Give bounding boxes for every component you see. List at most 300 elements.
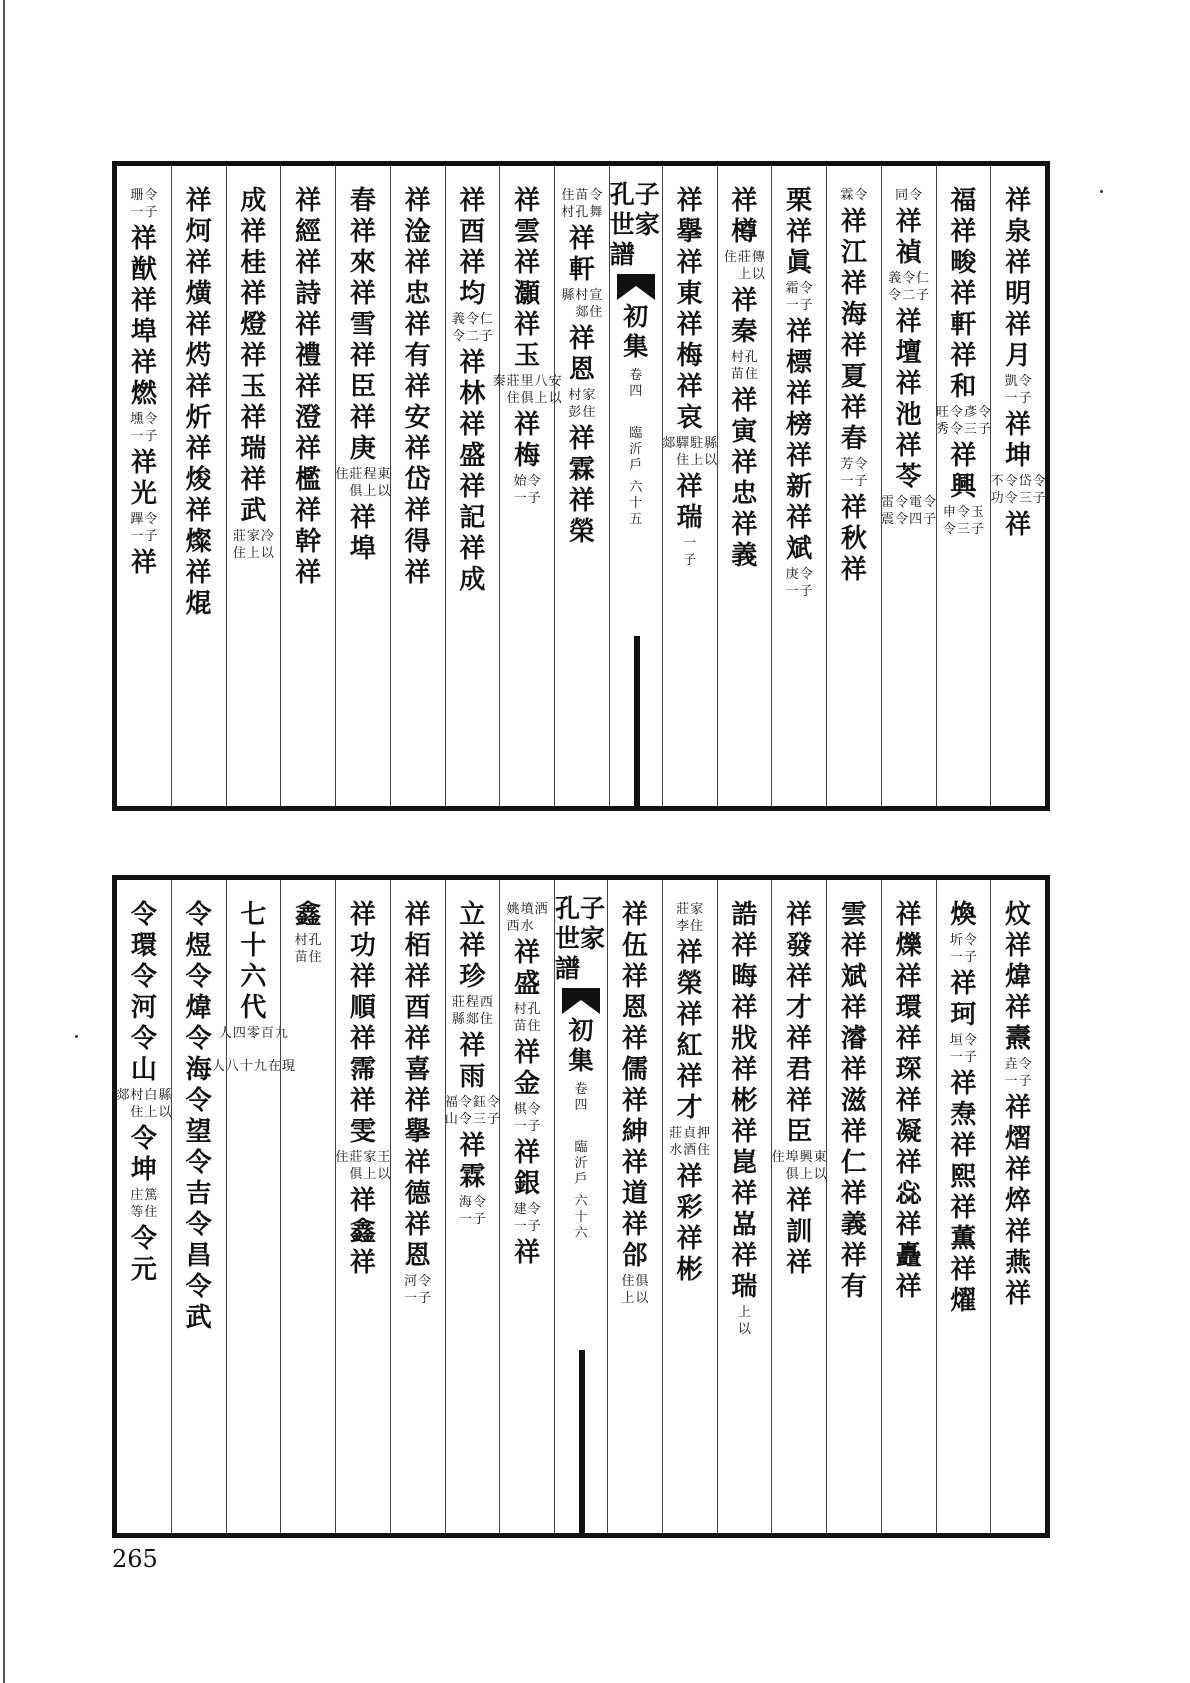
- annotation-line: 姚 西: [506, 902, 520, 934]
- name-entry: 祥: [130, 548, 157, 578]
- name-entry: 祥 炣: [185, 186, 212, 247]
- annotation-line: 令 令: [895, 495, 909, 527]
- annotation-note: [1005, 1056, 1032, 1090]
- name-entry: 祥 凝: [895, 1086, 922, 1147]
- text-column: [936, 880, 991, 1533]
- name-entry: 祥 紳: [621, 1086, 648, 1147]
- annotation-line: 人: [211, 1059, 225, 1074]
- name-entry: 祥 燦: [185, 496, 212, 557]
- text-column: [771, 166, 826, 806]
- annotation-note: [445, 1094, 500, 1128]
- annotation-line: 莊 上: [737, 250, 751, 282]
- annotation-note: [895, 187, 922, 204]
- name-entry: 七 十 六 代: [240, 900, 267, 1023]
- name-entry: 祥 恩: [621, 962, 648, 1023]
- name-entry: 祥 榮: [568, 486, 595, 547]
- text-column: [171, 166, 226, 806]
- name-entry: 祥 焜: [185, 558, 212, 619]
- name-entry: 祥 榜: [786, 379, 813, 440]
- annotation-note: [116, 1087, 171, 1121]
- annotation-line: 苗 孔: [575, 188, 589, 220]
- name-entry: 令 煒: [185, 962, 212, 1023]
- name-entry: 祥 薫: [950, 1193, 977, 1254]
- name-entry: 祥 均: [459, 248, 486, 309]
- annotation-note: [130, 1187, 157, 1221]
- name-entry: 祥 坤: [1005, 410, 1032, 471]
- name-entry: 祥 雪: [349, 279, 376, 340]
- name-entry: 祥 燿: [950, 1255, 977, 1316]
- name-entry: 祥 池: [895, 369, 922, 430]
- name-entry: 祥 玉: [240, 341, 267, 402]
- name-entry: 祥 君: [786, 1024, 813, 1085]
- name-entry: 令 海: [185, 1024, 212, 1085]
- name-entry: 祥 記: [459, 472, 486, 533]
- name-entry: 祥 霈: [349, 1024, 376, 1085]
- annotation-line: 住: [771, 1150, 785, 1165]
- annotation-line: 玉 子: [970, 505, 984, 537]
- name-entry: 祥 猷: [130, 224, 157, 285]
- name-entry: 祥 澄: [295, 372, 322, 433]
- fishtail-mark-icon: [562, 988, 600, 1014]
- annotation-line: 壎 一: [130, 412, 144, 444]
- leaf-number: 六 十 五: [629, 480, 643, 527]
- name-entry: 祥 瑞: [240, 403, 267, 464]
- name-entry: 祥 酉: [404, 962, 431, 1023]
- text-column: [881, 166, 936, 806]
- annotation-note: [621, 1273, 648, 1307]
- volume-label: 卷 四: [574, 1082, 588, 1113]
- annotation-line: 庄 等: [130, 1188, 144, 1220]
- annotation-line: 不 功: [990, 474, 1004, 506]
- name-entry: 祥: [404, 558, 431, 588]
- annotation-note: [676, 901, 703, 935]
- annotation-line: 家 上: [363, 1150, 377, 1182]
- annotation-line: 家 住: [582, 388, 596, 420]
- name-entry: 祥 才: [786, 962, 813, 1023]
- annotation-note: [514, 473, 541, 507]
- name-entry: 祥 義: [840, 1179, 867, 1240]
- annotation-line: 令 子: [527, 474, 541, 506]
- name-entry: 祥 焘: [950, 1069, 977, 1130]
- volume-label: 卷 四: [629, 368, 643, 399]
- name-entry: 祥 才: [676, 1062, 703, 1123]
- text-column: [335, 166, 390, 806]
- annotation-line: 莊 俱: [349, 467, 363, 499]
- name-entry: 祥 焌: [185, 434, 212, 495]
- annotation-note: [669, 1125, 710, 1159]
- name-entry: 祥 燾: [1005, 993, 1032, 1054]
- name-entry: 祥 臣: [786, 1086, 813, 1147]
- name-entry: 雲: [840, 900, 867, 930]
- name-entry: 祥 詩: [295, 248, 322, 309]
- name-entry: 祥 成: [459, 534, 486, 595]
- annotation-note: [786, 280, 813, 314]
- name-entry: 祥 煒: [1005, 931, 1032, 992]
- text-column: [826, 880, 881, 1533]
- collection-label: 初 集: [568, 1016, 594, 1075]
- annotation-line: 一 子: [683, 536, 697, 568]
- speck: [75, 1035, 78, 1038]
- annotation-line: 郯: [116, 1088, 130, 1103]
- name-entry: 祥 斌: [840, 931, 867, 992]
- annotation-line: 始 一: [513, 474, 527, 506]
- annotation-note: [514, 1201, 541, 1235]
- center-header-column: [554, 880, 608, 1533]
- name-entry: 令 元: [130, 1224, 157, 1285]
- fishtail-mark-icon: [617, 274, 655, 300]
- text-column: [554, 166, 609, 806]
- name-entry: 煥: [950, 900, 977, 930]
- annotation-note: [888, 270, 929, 304]
- name-entry: 祥 苓: [895, 431, 922, 492]
- annotation-line: 家 住: [690, 902, 704, 934]
- name-entry: 祥 栢: [404, 900, 431, 961]
- collection-label: 初 集: [623, 302, 649, 361]
- text-column: [280, 880, 335, 1533]
- annotation-line: 駐 上: [690, 436, 704, 468]
- name-entry: 祥: [514, 1238, 541, 1268]
- text-column: [990, 880, 1045, 1533]
- annotation-line: 東 以: [813, 1150, 827, 1182]
- name-entry: 祥 有: [840, 1241, 867, 1302]
- header-title-block: [555, 894, 607, 1242]
- annotation-line: 芳 一: [840, 457, 854, 489]
- name-entry: 祥 炘: [185, 372, 212, 433]
- annotation-line: 庚 一: [785, 567, 799, 599]
- annotation-line: 九: [253, 1059, 267, 1074]
- name-entry: 祥 爍: [895, 900, 922, 961]
- annotation-line: 白 上: [144, 1088, 158, 1120]
- branch-label: 臨 沂 戶: [629, 426, 643, 473]
- text-column: [335, 880, 390, 1533]
- annotation-line: 令 子: [144, 512, 158, 544]
- annotation-line: 安 以: [548, 374, 562, 406]
- name-entry: 炆: [1005, 900, 1032, 930]
- annotation-line: 八: [225, 1059, 239, 1074]
- annotation-line: 令 令: [1004, 474, 1018, 506]
- annotation-line: 縣 以: [704, 436, 718, 468]
- name-entry: 祥 安: [404, 372, 431, 433]
- annotation-line: 令 令: [949, 405, 963, 437]
- name-entry: 祥 梅: [514, 410, 541, 471]
- annotation-line: 村 苗: [294, 933, 308, 965]
- annotation-line: 海 一: [458, 1195, 472, 1227]
- annotation-line: 圻 一: [949, 933, 963, 965]
- annotation-note: [219, 1025, 288, 1042]
- name-entry: 祥 泉: [1005, 186, 1032, 247]
- annotation-line: 村 苗: [730, 350, 744, 382]
- annotation-note: [452, 994, 493, 1028]
- text-column: [117, 880, 171, 1533]
- name-entry: 祥 斌: [786, 503, 813, 564]
- name-entry: 祥 銀: [514, 1138, 541, 1199]
- annotation-line: 縣: [561, 288, 575, 303]
- annotation-line: 珊 一: [130, 188, 144, 220]
- name-entry: 祥 霖: [568, 424, 595, 485]
- annotation-line: 蹕 一: [130, 512, 144, 544]
- annotation-line: 住 村: [561, 188, 575, 220]
- name-entry: 祥: [1005, 510, 1032, 540]
- annotation-note: [738, 1304, 751, 1338]
- name-entry: 祥 喜: [404, 1024, 431, 1085]
- name-entry: 祥 忠: [731, 448, 758, 509]
- annotation-line: 縣 以: [158, 1088, 172, 1120]
- annotation-note: [130, 411, 157, 445]
- annotation-note: [295, 932, 322, 966]
- name-entry: 祥 霖: [459, 1131, 486, 1192]
- book-title: 孔子世家譜: [609, 180, 660, 269]
- text-column: [445, 880, 500, 1533]
- text-column: [662, 880, 717, 1533]
- text-column: [826, 166, 881, 806]
- annotation-line: 村 郯: [575, 288, 589, 320]
- name-entry: 祥 幹: [295, 496, 322, 557]
- annotation-line: 垣 一: [949, 1033, 963, 1065]
- annotation-line: 孔 住: [527, 1002, 541, 1034]
- annotation-line: 令 子: [977, 405, 991, 437]
- name-entry: 祥 桂: [240, 217, 267, 278]
- annotation-line: 王 以: [377, 1150, 391, 1182]
- annotation-line: 令 子: [527, 1202, 541, 1234]
- annotation-line: 令 子: [472, 1195, 486, 1227]
- name-entry: 令 坤: [130, 1124, 157, 1185]
- genealogy-page-65: [112, 161, 1050, 811]
- annotation-line: 令 子: [963, 1033, 977, 1065]
- name-entry: 祥 明: [1005, 248, 1032, 309]
- name-entry: 祥 瑞: [676, 472, 703, 533]
- annotation-line: 同: [895, 188, 909, 203]
- name-entry: 福: [950, 186, 977, 216]
- name-entry: 祥 武: [240, 465, 267, 526]
- text-column: [717, 166, 772, 806]
- annotation-note: [568, 387, 595, 421]
- name-entry: 祥: [349, 1248, 376, 1278]
- name-entry: 祥 月: [1005, 310, 1032, 371]
- annotation-line: 河 一: [404, 1274, 418, 1306]
- annotation-line: 彥 三: [963, 405, 977, 437]
- annotation-line: 郯: [662, 436, 676, 451]
- name-entry: 祥 熙: [950, 1131, 977, 1192]
- annotation-note: [335, 1149, 390, 1183]
- annotation-note: [459, 1194, 486, 1228]
- annotation-line: 住 上: [621, 1274, 635, 1306]
- annotation-line: 里 俱: [520, 374, 534, 406]
- text-column: [226, 166, 281, 806]
- name-entry: 祥 灝: [514, 248, 541, 309]
- annotation-line: 西 住: [479, 995, 493, 1027]
- genealogy-page-66: [112, 875, 1050, 1538]
- name-entry: 祥 郃: [621, 1210, 648, 1271]
- name-entry: 祥 忠: [404, 248, 431, 309]
- annotation-note: [493, 373, 562, 407]
- annotation-line: 垚 一: [1004, 1057, 1018, 1089]
- annotation-line: 百: [260, 1026, 274, 1041]
- text-column: [990, 166, 1045, 806]
- center-header-column: [609, 166, 663, 806]
- name-entry: 祥 壇: [895, 307, 922, 368]
- name-entry: 祥 德: [404, 1148, 431, 1209]
- annotation-line: 令 子: [486, 1095, 500, 1127]
- name-entry: 祥 戕: [731, 993, 758, 1054]
- text-column: [663, 166, 717, 806]
- text-column: [211, 880, 295, 1533]
- annotation-note: [943, 504, 984, 538]
- book-title: 孔子世家譜: [555, 894, 606, 983]
- annotation-line: 棋 一: [513, 1102, 527, 1134]
- name-entry: 祥 和: [950, 341, 977, 402]
- speck: [1100, 190, 1103, 193]
- name-entry: 令 煜: [185, 900, 212, 961]
- annotation-line: 雷 震: [881, 495, 895, 527]
- name-entry: 祥 擧: [676, 186, 703, 247]
- name-entry: 祥 滋: [840, 1055, 867, 1116]
- header-title-block: [610, 180, 662, 528]
- name-entry: 祥 義: [731, 510, 758, 571]
- annotation-line: 押 住: [697, 1126, 711, 1158]
- annotation-note: [507, 901, 548, 935]
- name-entry: 祥 光: [130, 448, 157, 509]
- annotation-line: 凱 一: [1004, 374, 1018, 406]
- name-entry: 令 望: [185, 1086, 212, 1147]
- annotation-line: 篤 住: [144, 1188, 158, 1220]
- annotation-note: [683, 535, 696, 569]
- name-entry: 祥 秦: [731, 286, 758, 347]
- name-entry: 祥 寅: [731, 386, 758, 447]
- name-entry: 祥 惢: [895, 1148, 922, 1209]
- name-entry: 祥 興: [950, 441, 977, 502]
- name-entry: 祥 嵓: [731, 1179, 758, 1240]
- annotation-line: 令 子: [963, 933, 977, 965]
- annotation-note: [130, 187, 157, 221]
- name-entry: 祥 彬: [676, 1224, 703, 1285]
- name-entry: 祥 雨: [459, 1031, 486, 1092]
- annotation-line: 令 三: [956, 505, 970, 537]
- annotation-line: 福 山: [444, 1095, 458, 1127]
- annotation-line: 電 四: [909, 495, 923, 527]
- name-entry: 祥 濬: [840, 993, 867, 1054]
- name-entry: 祥 眞: [786, 217, 813, 278]
- annotation-line: 莊 住: [232, 529, 246, 561]
- annotation-line: 令 子: [923, 495, 937, 527]
- annotation-note: [233, 528, 274, 562]
- name-entry: 祥 環: [895, 962, 922, 1023]
- annotation-line: 令 子: [527, 1102, 541, 1134]
- name-entry: 令 山: [130, 1024, 157, 1085]
- name-entry: 祥 軒: [950, 279, 977, 340]
- column-area: [117, 880, 1045, 1533]
- name-entry: 祥: [786, 1248, 813, 1278]
- name-entry: 祥 盛: [459, 410, 486, 471]
- annotation-line: 宣 住: [589, 288, 603, 320]
- annotation-line: 墳 水: [520, 902, 534, 934]
- page-number: 265: [112, 1545, 158, 1573]
- annotation-line: 令: [854, 188, 868, 203]
- annotation-line: 傳 以: [751, 250, 765, 282]
- text-column: [717, 880, 772, 1533]
- annotation-line: 鈺 三: [472, 1095, 486, 1127]
- annotation-note: [991, 473, 1046, 507]
- name-entry: 令 河: [130, 962, 157, 1023]
- annotation-line: 四: [232, 1026, 246, 1041]
- annotation-line: 申 令: [942, 505, 956, 537]
- annotation-line: 霜 一: [785, 281, 799, 313]
- name-entry: 祥: [1005, 1279, 1032, 1309]
- page-edge-rule: [3, 0, 5, 1683]
- annotation-line: 令 令: [458, 1095, 472, 1127]
- annotation-note: [950, 1032, 977, 1066]
- annotation-note: [772, 1149, 827, 1183]
- annotation-line: 令 子: [799, 281, 813, 313]
- annotation-note: [452, 311, 493, 345]
- name-entry: 祥 彩: [676, 1162, 703, 1223]
- annotation-line: 令 子: [144, 412, 158, 444]
- fishtail-rule: [634, 636, 640, 806]
- annotation-line: 莊 水: [669, 1126, 683, 1158]
- annotation-note: [840, 456, 867, 490]
- name-entry: 祥 梅: [676, 310, 703, 371]
- name-entry: 祥 榮: [676, 938, 703, 999]
- name-entry: 祥 禎: [895, 207, 922, 268]
- annotation-note: [514, 1101, 541, 1135]
- name-entry: 祥 伍: [621, 900, 648, 961]
- name-entry: 祥 秋: [840, 493, 867, 554]
- name-entry: 祥 儒: [621, 1024, 648, 1085]
- name-entry: 祥 林: [459, 348, 486, 409]
- name-entry: 祥 樽: [731, 186, 758, 247]
- name-entry: 祥: [895, 1272, 922, 1302]
- annotation-note: [662, 435, 717, 469]
- annotation-note: [514, 1001, 541, 1035]
- annotation-note: [936, 404, 991, 438]
- name-entry: 祥 標: [786, 317, 813, 378]
- annotation-line: 仁 子: [916, 271, 930, 303]
- annotation-line: 孔 住: [744, 350, 758, 382]
- name-entry: 祥 檻: [295, 434, 322, 495]
- annotation-note: [561, 287, 602, 321]
- annotation-line: 建 一: [513, 1202, 527, 1234]
- name-entry: 祥 訓: [786, 1186, 813, 1247]
- annotation-line: 住: [335, 467, 349, 482]
- annotation-note: [130, 511, 157, 545]
- name-entry: 祥 恩: [404, 1210, 431, 1271]
- name-entry: 祥 春: [840, 393, 867, 454]
- annotation-line: 令 子: [1032, 474, 1046, 506]
- annotation-line: 埠 俱: [785, 1150, 799, 1182]
- name-entry: 祥 恩: [568, 324, 595, 385]
- name-entry: 令 環: [130, 900, 157, 961]
- name-entry: 祥 埠: [130, 286, 157, 347]
- annotation-line: 在: [267, 1059, 281, 1074]
- annotation-line: 令: [909, 188, 923, 203]
- annotation-note: [1005, 373, 1032, 407]
- name-entry: 成: [240, 186, 267, 216]
- leaf-number: 六 十 六: [574, 1194, 588, 1241]
- name-entry: 祥 熠: [1005, 1093, 1032, 1154]
- name-entry: 祥 焠: [1005, 1155, 1032, 1216]
- annotation-line: 令 二: [465, 312, 479, 344]
- name-entry: 祥 新: [786, 441, 813, 502]
- annotation-line: 令 子: [854, 457, 868, 489]
- name-entry: 祥 淦: [404, 186, 431, 247]
- name-entry: 祥 燃: [130, 348, 157, 409]
- text-column: [445, 166, 500, 806]
- name-entry: 祥 燕: [1005, 1217, 1032, 1278]
- annotation-note: [335, 466, 390, 500]
- annotation-note: [950, 932, 977, 966]
- text-column: [499, 880, 554, 1533]
- annotation-line: 村 住: [130, 1088, 144, 1120]
- annotation-line: 旺 秀: [935, 405, 949, 437]
